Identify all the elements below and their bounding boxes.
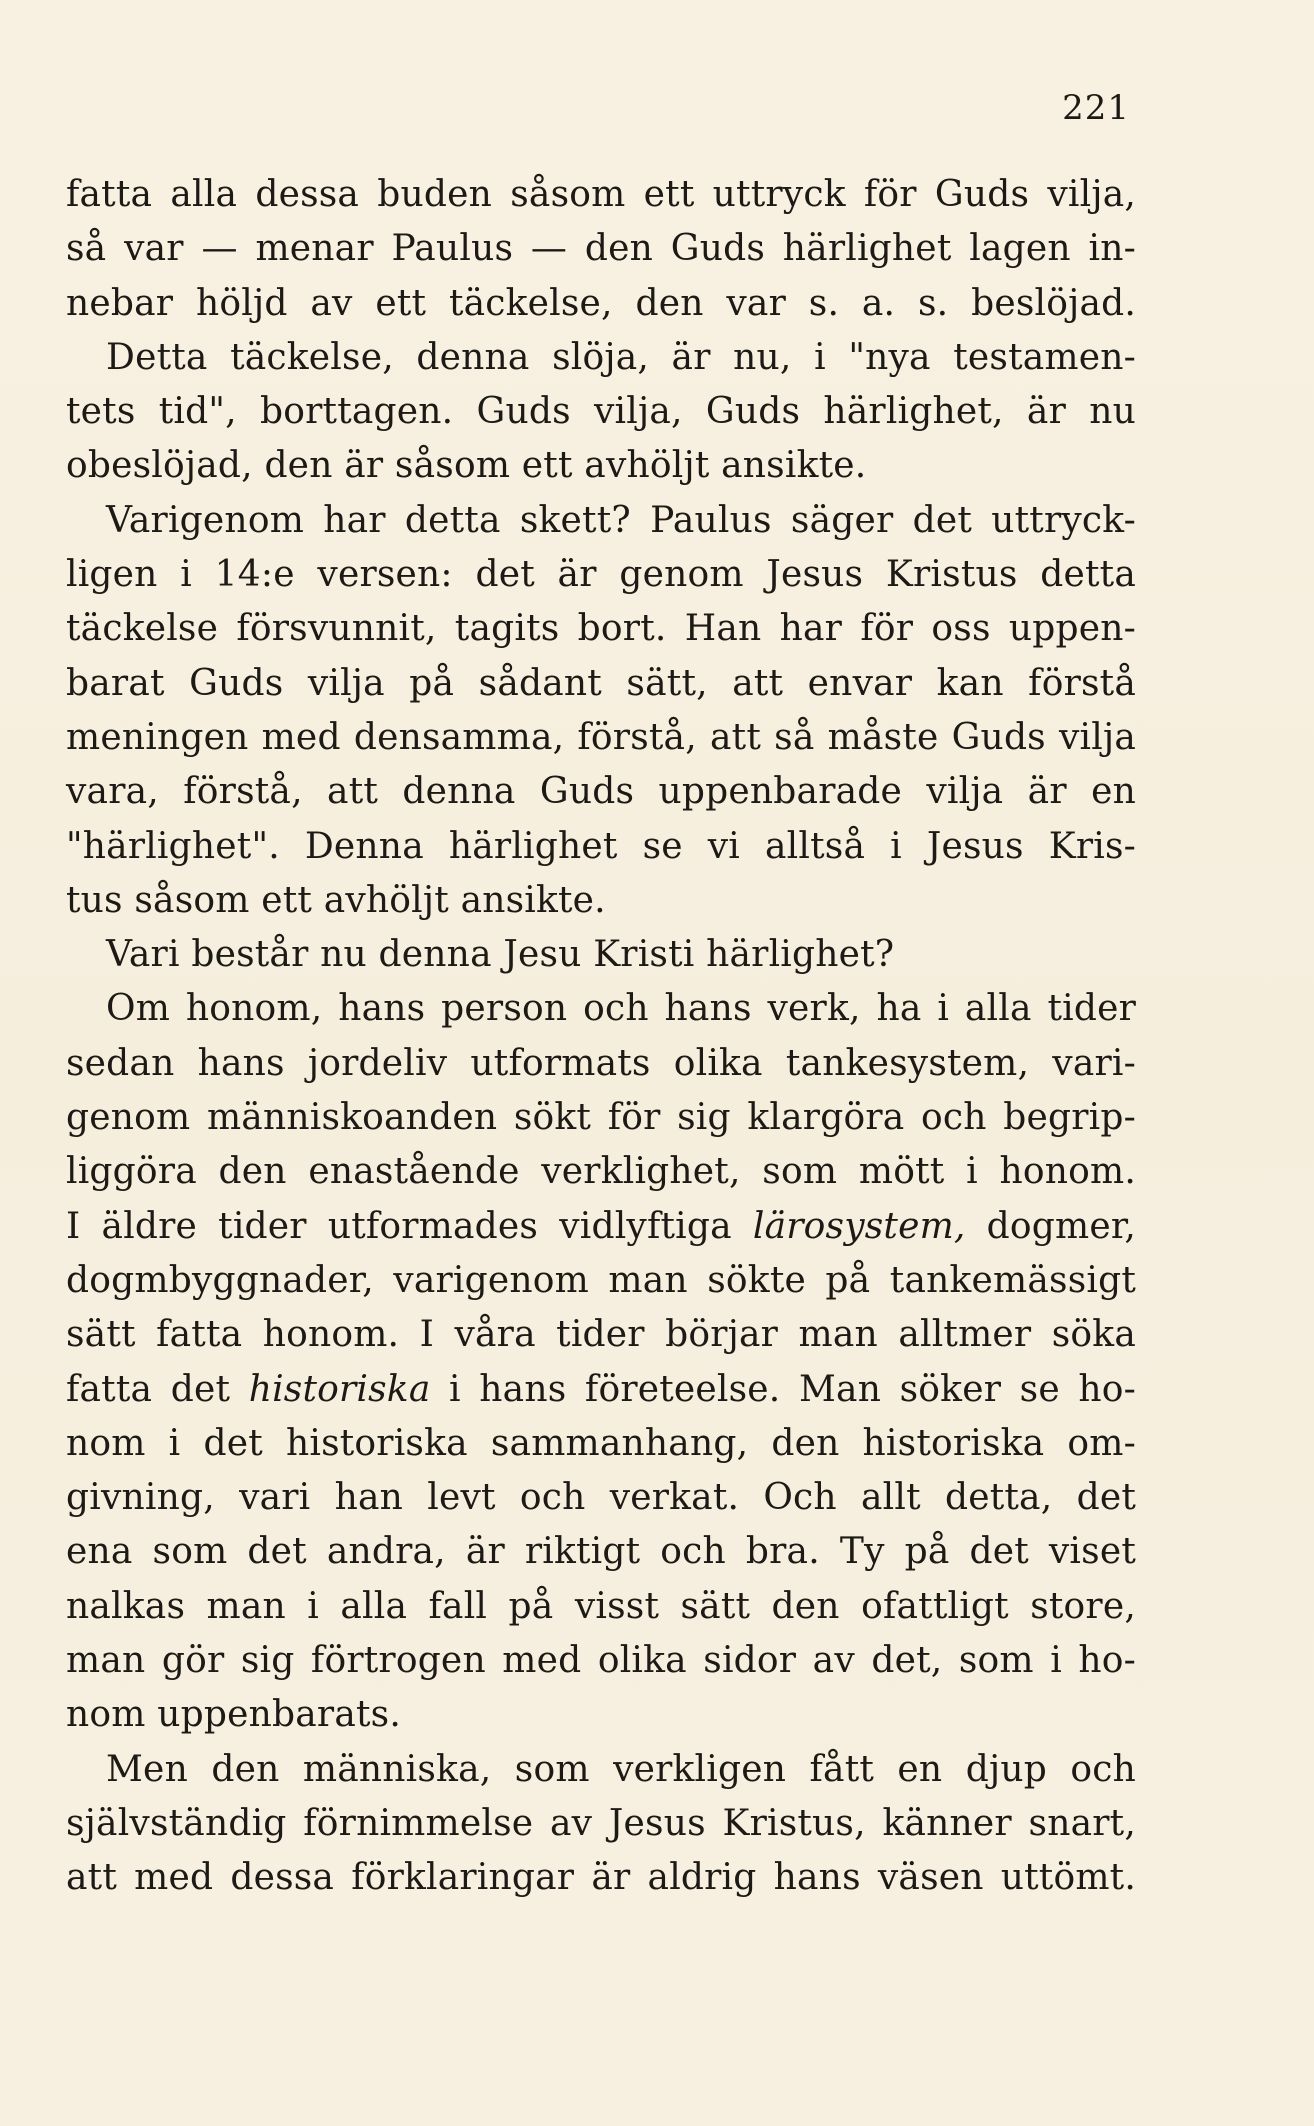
text-line: sätt fatta honom. I våra tider börjar man alltmer söka xyxy=(66,1314,1136,1356)
page-number: 221 xyxy=(1062,88,1130,128)
text-line: att med dessa förklaringar är aldrig hans väsen uttömt. xyxy=(66,1857,1136,1899)
text-line: ligen i 14:e versen: det är genom Jesus Kristus detta xyxy=(66,554,1136,596)
text-line: dogmbyggnader, varigenom man sökte på tankemässigt xyxy=(66,1259,1136,1301)
text-line: Detta täckelse, denna slöja, är nu, i "nya testamen- xyxy=(106,336,1136,378)
text-line: meningen med densamma, förstå, att så måste Guds vilja xyxy=(66,716,1136,758)
text-line: genom människoanden sökt för sig klargöra och begrip- xyxy=(66,1097,1136,1139)
text-line: obeslöjad, den är såsom ett avhöljt ansikte. xyxy=(66,445,867,487)
text-line: nom uppenbarats. xyxy=(66,1694,401,1736)
text-line: nom i det historiska sammanhang, den historiska om- xyxy=(66,1422,1136,1464)
text-line: sedan hans jordeliv utformats olika tankesystem, vari- xyxy=(66,1042,1136,1084)
text-line: "härlighet". Denna härlighet se vi alltså i Jesus Kris- xyxy=(66,825,1136,867)
text-line: Varigenom har detta skett? Paulus säger det uttryck- xyxy=(106,499,1136,541)
text-line: så var — menar Paulus — den Guds härlighet lagen in- xyxy=(66,228,1136,270)
text-line: I äldre tider utformades vidlyftiga lärosystem, dogmer, xyxy=(66,1205,1136,1247)
text-line: liggöra den enastående verklighet, som mött i honom. xyxy=(66,1151,1136,1193)
text-line: nebar höljd av ett täckelse, den var s. a. s. beslöjad. xyxy=(66,282,1136,324)
italic-term: historiska xyxy=(248,1368,431,1410)
text-line: Men den människa, som verkligen fått en djup och xyxy=(106,1748,1136,1790)
text-line: ena som det andra, är riktigt och bra. Ty på det viset xyxy=(66,1531,1136,1573)
text-line: fatta alla dessa buden såsom ett uttryck för Guds vilja, xyxy=(66,174,1136,215)
text-line: barat Guds vilja på sådant sätt, att envar kan förstå xyxy=(66,662,1136,704)
text-line: nalkas man i alla fall på visst sätt den ofattligt store, xyxy=(66,1585,1136,1627)
body-text xyxy=(66,168,1136,1906)
text-line: man gör sig förtrogen med olika sidor av det, som i ho- xyxy=(66,1640,1136,1682)
text-line: tets tid", borttagen. Guds vilja, Guds härlighet, är nu xyxy=(66,391,1136,433)
italic-term: lärosystem, xyxy=(752,1205,966,1247)
text-line: självständig förnimmelse av Jesus Kristus, känner snart, xyxy=(66,1802,1136,1844)
text-line: Vari består nu denna Jesu Kristi härlighet? xyxy=(106,934,895,976)
text-line: Om honom, hans person och hans verk, ha i alla tider xyxy=(106,988,1136,1030)
text-line: fatta det historiska i hans företeelse. Man söker se ho- xyxy=(66,1368,1136,1410)
text-line: vara, förstå, att denna Guds uppenbarade vilja är en xyxy=(66,771,1136,813)
text-line: tus såsom ett avhöljt ansikte. xyxy=(66,879,606,921)
text-line: givning, vari han levt och verkat. Och allt detta, det xyxy=(66,1477,1136,1519)
text-line: täckelse försvunnit, tagits bort. Han har för oss uppen- xyxy=(66,608,1136,650)
